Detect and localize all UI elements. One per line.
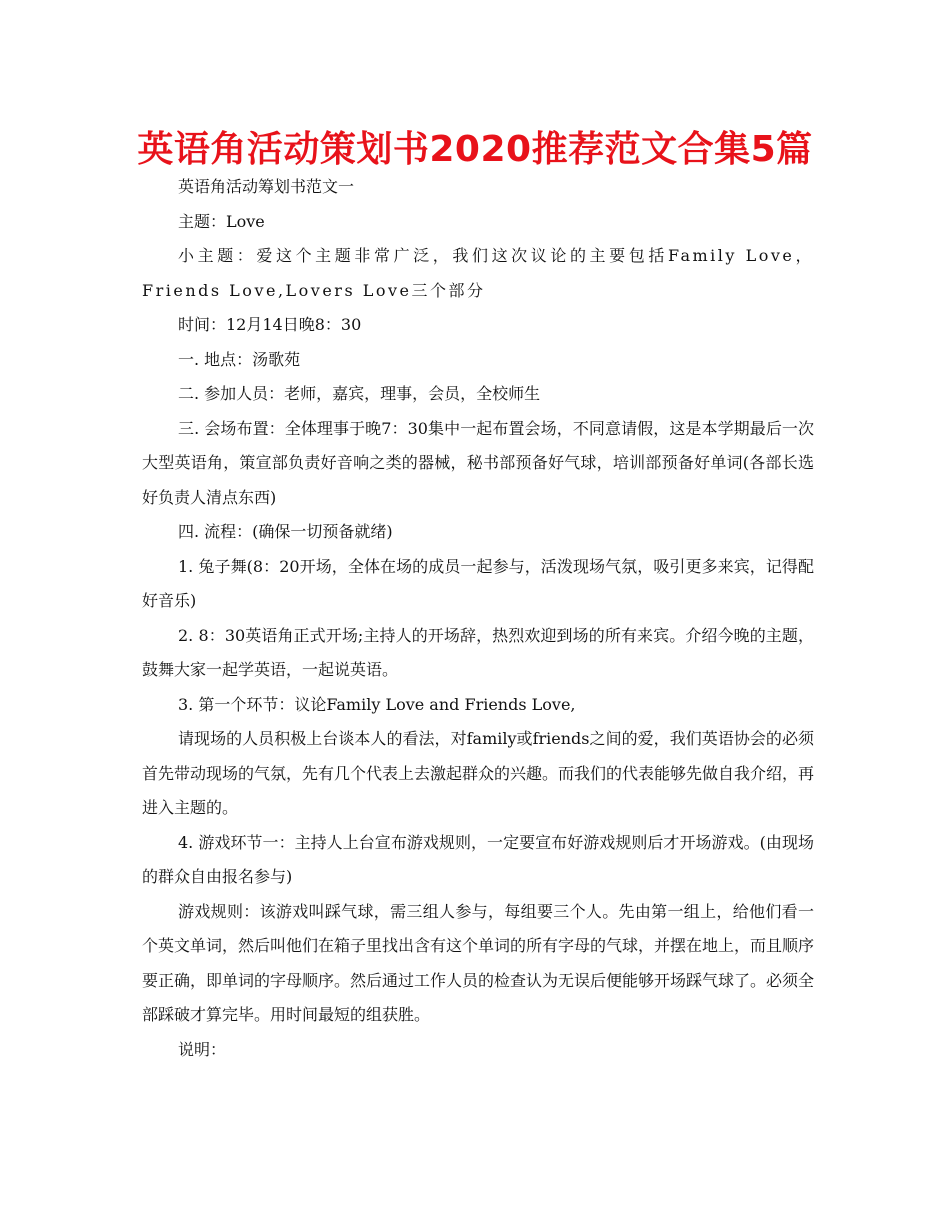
document-body (142, 170, 814, 1067)
paragraph-step-4: 4. 游戏环节一：主持人上台宣布游戏规则，一定要宣布好游戏规则后才开场游戏。(由现场的群众自由报名参与) (142, 832, 814, 886)
paragraph-note: 说明： (178, 1039, 227, 1059)
paragraph-time: 时间：12月14日晚8：30 (178, 315, 362, 334)
paragraph-location: 一. 地点：汤歌苑 (178, 349, 301, 369)
paragraph-subtitle: 英语角活动筹划书范文一 (178, 177, 355, 196)
paragraph-step-3-detail: 请现场的人员积极上台谈本人的看法，对family或friends之间的爱，我们英语协会的必须首先带动现场的气氛，先有几个代表上去激起群众的兴趣。而我们的代表能够先做自我介绍，再进入主题的。 (142, 729, 815, 817)
paragraph-step-2: 2. 8：30英语角正式开场;主持人的开场辞，热烈欢迎到场的所有来宾。介绍今晚的主题，鼓舞大家一起学英语，一起说英语。 (142, 625, 814, 679)
paragraph-step-3: 3. 第一个环节：议论Family Love and Friends Love, (178, 694, 576, 714)
paragraph-venue-setup: 三. 会场布置：全体理事于晚7：30集中一起布置会场，不同意请假，这是本学期最后一次大型英语角，策宣部负责好音响之类的器械，秘书部预备好气球，培训部预备好单词(各部长选好负责人清点东西) (142, 418, 814, 507)
paragraph-theme: 主题：Love (178, 211, 265, 231)
paragraph-game-rules: 游戏规则：该游戏叫踩气球，需三组人参与，每组要三个人。先由第一组上，给他们看一个英文单词，然后叫他们在箱子里找出含有这个单词的所有字母的气球，并摆在地上，而且顺序要正确，即单词的字母顺序。然后通过工作人员的检查认为无误后便能够开场踩气球了。必须全部踩破才算完毕。用时间最短的组获胜。 (142, 901, 815, 1024)
paragraph-participants: 二. 参加人员：老师，嘉宾，理事，会员，全校师生 (178, 384, 541, 403)
document-title: 英语角活动策划书2020推荐范文合集5篇 (137, 129, 813, 170)
paragraph-step-1: 1. 兔子舞(8：20开场，全体在场的成员一起参与，活泼现场气氛，吸引更多来宾，记得配好音乐) (142, 556, 814, 610)
paragraph-subtheme: 小主题：爱这个主题非常广泛，我们这次议论的主要包括Family Love，Friends Love,Lovers Love三个部分 (142, 246, 814, 300)
paragraph-process: 四. 流程：(确保一切预备就绪) (178, 522, 393, 541)
